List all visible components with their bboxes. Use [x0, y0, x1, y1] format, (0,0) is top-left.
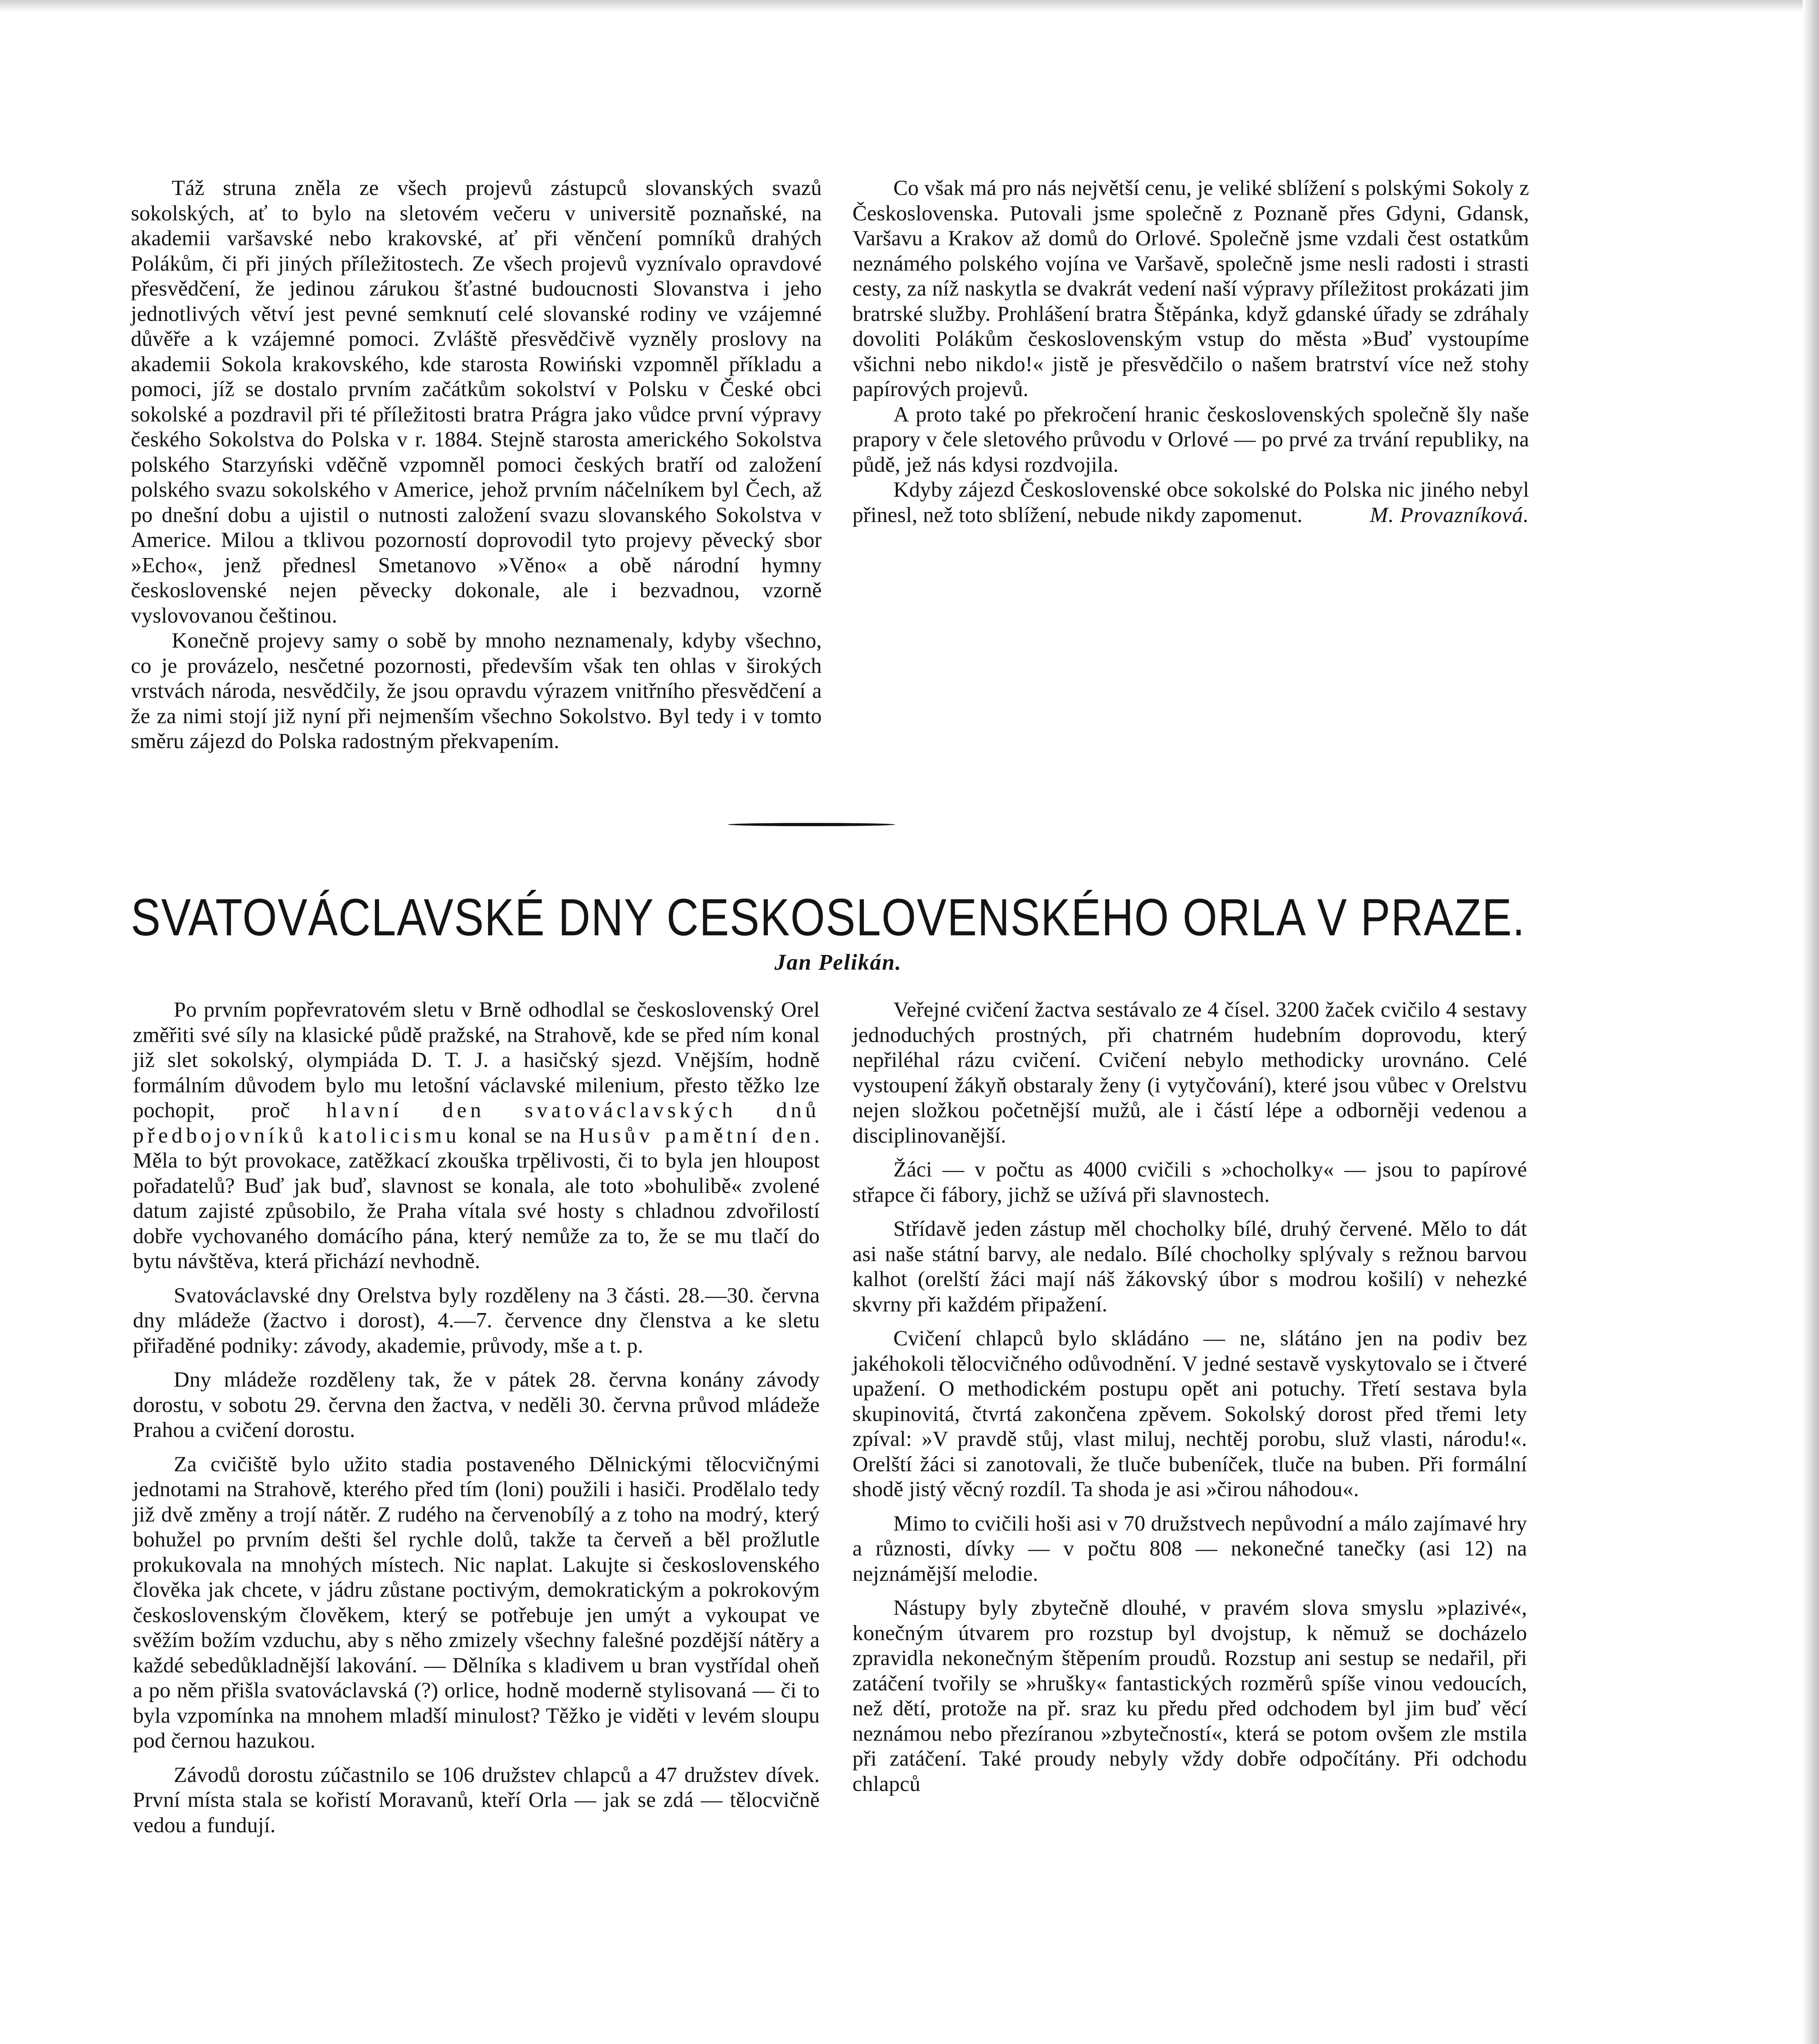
emphasized-text: hlavní den svatováclavských dnů předbojovníků katolicismu [133, 1098, 820, 1148]
text-run: konal se na [460, 1123, 579, 1148]
paragraph: Konečně projevy samy o sobě by mnoho neznamenaly, kdyby všechno, co je provázelo, nesčetné pozornosti, především však ten ohlas v širokých vrstvách národa, nesvědčily, že jsou opravdu výrazem vnitřního přesvědčení a že za nimi stojí již nyní při nejmenším všechno Sokolstvo. Byl tedy i v tomto směru zájezd do Polska radostným překvapením. [131, 629, 822, 753]
article-title: SVATOVÁCLAVSKÉ DNY CESKOSLOVENSKÉHO ORLA V PRAZE. [131, 888, 1525, 947]
article-left-column [133, 997, 820, 1838]
paragraph: Táž struna zněla ze všech projevů zástupců slovanských svazů sokolských, ať to bylo na sletovém večeru v universitě poznaňské, na akademii varšavské nebo krakovské, ať při věnčení pomníků drahých Polákům, či při jiných příležitostech. Ze všech projevů vyznívalo opravdové přesvědčení, že jedinou zárukou šťastné budoucnosti Slovanstva i jeho jednotlivých větví jest pevné semknutí celé slovanské rodiny ve vzájemné důvěře a k vzájemné pomoci. Zvláště přesvědčivě vyzněly proslovy na akademii Sokola krakovského, kde starosta Rowiński vzpomněl příkladu a pomoci, jíž se dostalo prvním začátkům sokolství v Polsku v České obci sokolské a pozdravil při té příležitosti bratra Prágra jako vůdce první výpravy českého Sokolstva do Polska v r. 1884. Stejně starosta amerického Sokolstva polského Starzyński vděčně vzpomněl pomoci českých bratří od založení polského svazu sokolského v Americe, jehož prvním náčelníkem byl Čech, až po dnešní dobu a ujistil o nutnosti založení svazu slovanského Sokolstva v Americe. Milou a tklivou pozorností doprovodil tyto projevy pěvecký sbor »Echo«, jenž přednesl Smetanovo »Věno« a obě národní hymny československé nejen pěvecky dokonale, ale i bezvadnou, vzorně vyslovovanou češtinou. [131, 176, 822, 628]
paragraph: Střídavě jeden zástup měl chocholky bílé, druhý červené. Mělo to dát asi naše státní barvy, ale nedalo. Bílé chocholky splývaly s režnou barvou kalhot (orelští žáci mají náš žákovský úbor s modrou košilí) v nehezké skvrny při každém připažení. [852, 1217, 1527, 1316]
paragraph: Co však má pro nás největší cenu, je veliké sblížení s polskými Sokoly z Československa. Putovali jsme společně z Poznaně přes Gdyni, Gdansk, Varšavu a Krakov až domů do Orlové. Společně jsme vzdali čest ostatkům neznámého polského vojína ve Varšavě, společně jsme nesli radosti i strasti cesty, za níž naskytla se dvakrát vedení naší výpravy příležitost prokázati jim bratrské služby. Prohlášení bratra Štěpánka, když gdanské úřady se zdráhaly dovoliti Polákům československým vstup do města »Buď vystoupíme všichni nebo nikdo!« jistě je přesvědčilo o našem bratrství více než stohy papírových projevů. [852, 176, 1529, 401]
paragraph: Mimo to cvičili hoši asi v 70 družstvech nepůvodní a málo zajímavé hry a různosti, dívky — v počtu 808 — nekonečné tanečky (asi 12) na nejznámější melodie. [852, 1511, 1527, 1586]
author-signature: M. Provazníková. [1370, 503, 1529, 527]
scan-edge-right [1803, 0, 1819, 2044]
emphasized-text: Husův pamětní den [579, 1123, 814, 1148]
paragraph: Nástupy byly zbytečně dlouhé, v pravém slova smyslu »plazivé«, konečným útvarem pro rozstup byl dvojstup, k němuž se docházelo zpravidla nekonečným štěpením proudů. Rozstup ani sestup se nedařil, při zatáčení tvořily se »hrušky« fantastických rozměrů spíše vinou vedoucích, než dětí, protože na př. sraz ku předu před odchodem byl jim buď věcí neznámou nebo přezíranou »zbytečností«, která se potom ovšem zle mstila při zatáčení. Také proudy nebyly vždy dobře odpočítány. Při odchodu chlapců [852, 1596, 1527, 1796]
article-right-column [852, 997, 1527, 1797]
paragraph: Cvičení chlapců bylo skládáno — ne, slátáno jen na podiv bez jakéhokoli tělocvičného odůvodnění. V jedné sestavě vyskytovalo se i čtveré upažení. O methodickém postupu opět ani potuchy. Třetí sestava byla skupinovitá, čtvrtá zakončena zpěvem. Sokolský dorost před třemi lety zpíval: »V pravdě stůj, vlast miluj, nechtěj porobu, služ vlasti, národu!«. Orelští žáci si zanotovali, že tluče bubeníček, tluče na buben. Při formální shodě jistý věcný rozdíl. Ta shoda je asi »čirou náhodou«. [852, 1327, 1527, 1501]
paragraph: Dny mládeže rozděleny tak, že v pátek 28. června konány závody dorostu, v sobotu 29. června den žactva, v neděli 30. června průvod mládeže Prahou a cvičení dorostu. [133, 1368, 820, 1442]
paragraph: Závodů dorostu zúčastnilo se 106 družstev chlapců a 47 družstev dívek. První místa stala se kořistí Moravanů, kteří Orla — jak se zdá — tělocvičně vedou a fundují. [133, 1763, 820, 1837]
paragraph: Za cvičiště bylo užito stadia postaveného Dělnickými tělocvičnými jednotami na Strahově, kterého před tím (loni) použili i hasiči. Prodělalo tedy již dvě změny a trojí nátěr. Z rudého na červenobílý a z toho na modrý, který bohužel po prvním dešti šel rychle dolů, takže ta červeň a běl prožlutle prokukovala na mnohých místech. Nic naplat. Lakujte si československého člověka jak chcete, v jádru zůstane poctivým, demokratickým a pokrokovým československým člověkem, který se potřebuje jen umýt a vykoupat ve svěžím božím vzduchu, aby s něho zmizely všechny falešné pozdější nátěry a každé sebedůkladnější lakování. — Dělníka s kladivem u bran vystřídal oheň a po něm přišla svatováclavská (?) orlice, hodně moderně stylisovaná — či to byla vzpomínka na mnohem mladší minulost? Těžko je viděti v levém sloupu pod černou hazukou. [133, 1452, 820, 1753]
paragraph [852, 477, 1529, 528]
paragraph: Veřejné cvičení žactva sestávalo ze 4 čísel. 3200 žaček cvičilo 4 sestavy jednoduchých prostných, při chatrném hudebním doprovodu, který nepřiléhal rázu cvičení. Cvičení nebylo methodicky urovnáno. Celé vystoupení žákyň obstaraly ženy (i vytyčování), které jsou vůbec v Orelstvu nejen složkou početnější mužů, ale i částí lépe a odborněji vedenou a disciplinovanější. [852, 998, 1527, 1148]
paragraph [133, 997, 820, 1274]
text-run: Po prvním popřevratovém sletu v Brně odhodlal se československý Orel změřiti své síly na klasické půdě pražské, na Strahově, kde se před ním konal již slet sokolský, olympiáda D. T. J. a hasičský sjezd. Vnějším, hodně formálním důvodem bylo mu letošní václavské milenium, přesto těžko lze pochopit, proč [133, 998, 820, 1122]
paragraph: Svatováclavské dny Orelstva byly rozděleny na 3 části. 28.—30. června dny mládeže (žactvo i dorost), 4.—7. července dny členstva a ke sletu přiřaděné podniky: závody, akademie, průvody, mše a t. p. [133, 1283, 820, 1358]
scan-edge-top [0, 0, 1819, 12]
top-article-left-column [131, 176, 822, 754]
top-article-right-column [852, 176, 1529, 528]
text-run: . Měla to být provokace, zatěžkací zkouška trpělivosti, či to byla jen hloupost pořadatelů? Buď jak buď, slavnost se konala, ale toto »bohulibě« zvolené datum zajisté způsobilo, že Praha vítala své hosty s chladnou zdvořilostí dobře vychovaného domácího pána, který nemůže za to, že se mu tlačí do bytu návštěva, která přichází nevhodně. [133, 1123, 820, 1273]
closing-sentence: Kdyby zájezd Československé obce sokolské do Polska nic jiného nebyl přinesl, než toto sblížení, nebude nikdy zapomenut. [852, 478, 1529, 527]
paragraph: Žáci — v počtu as 4000 cvičili s »chocholky« — jsou to papírové střapce či fábory, jichž se užívá při slavnostech. [852, 1158, 1527, 1207]
paragraph: A proto také po překročení hranic československých společně šly naše prapory v čele sletového průvodu v Orlové — po prvé za trvání republiky, na půdě, jež nás kdysi rozdvojila. [852, 402, 1529, 477]
article-byline: Jan Pelikán. [774, 950, 902, 975]
section-divider [728, 823, 895, 826]
